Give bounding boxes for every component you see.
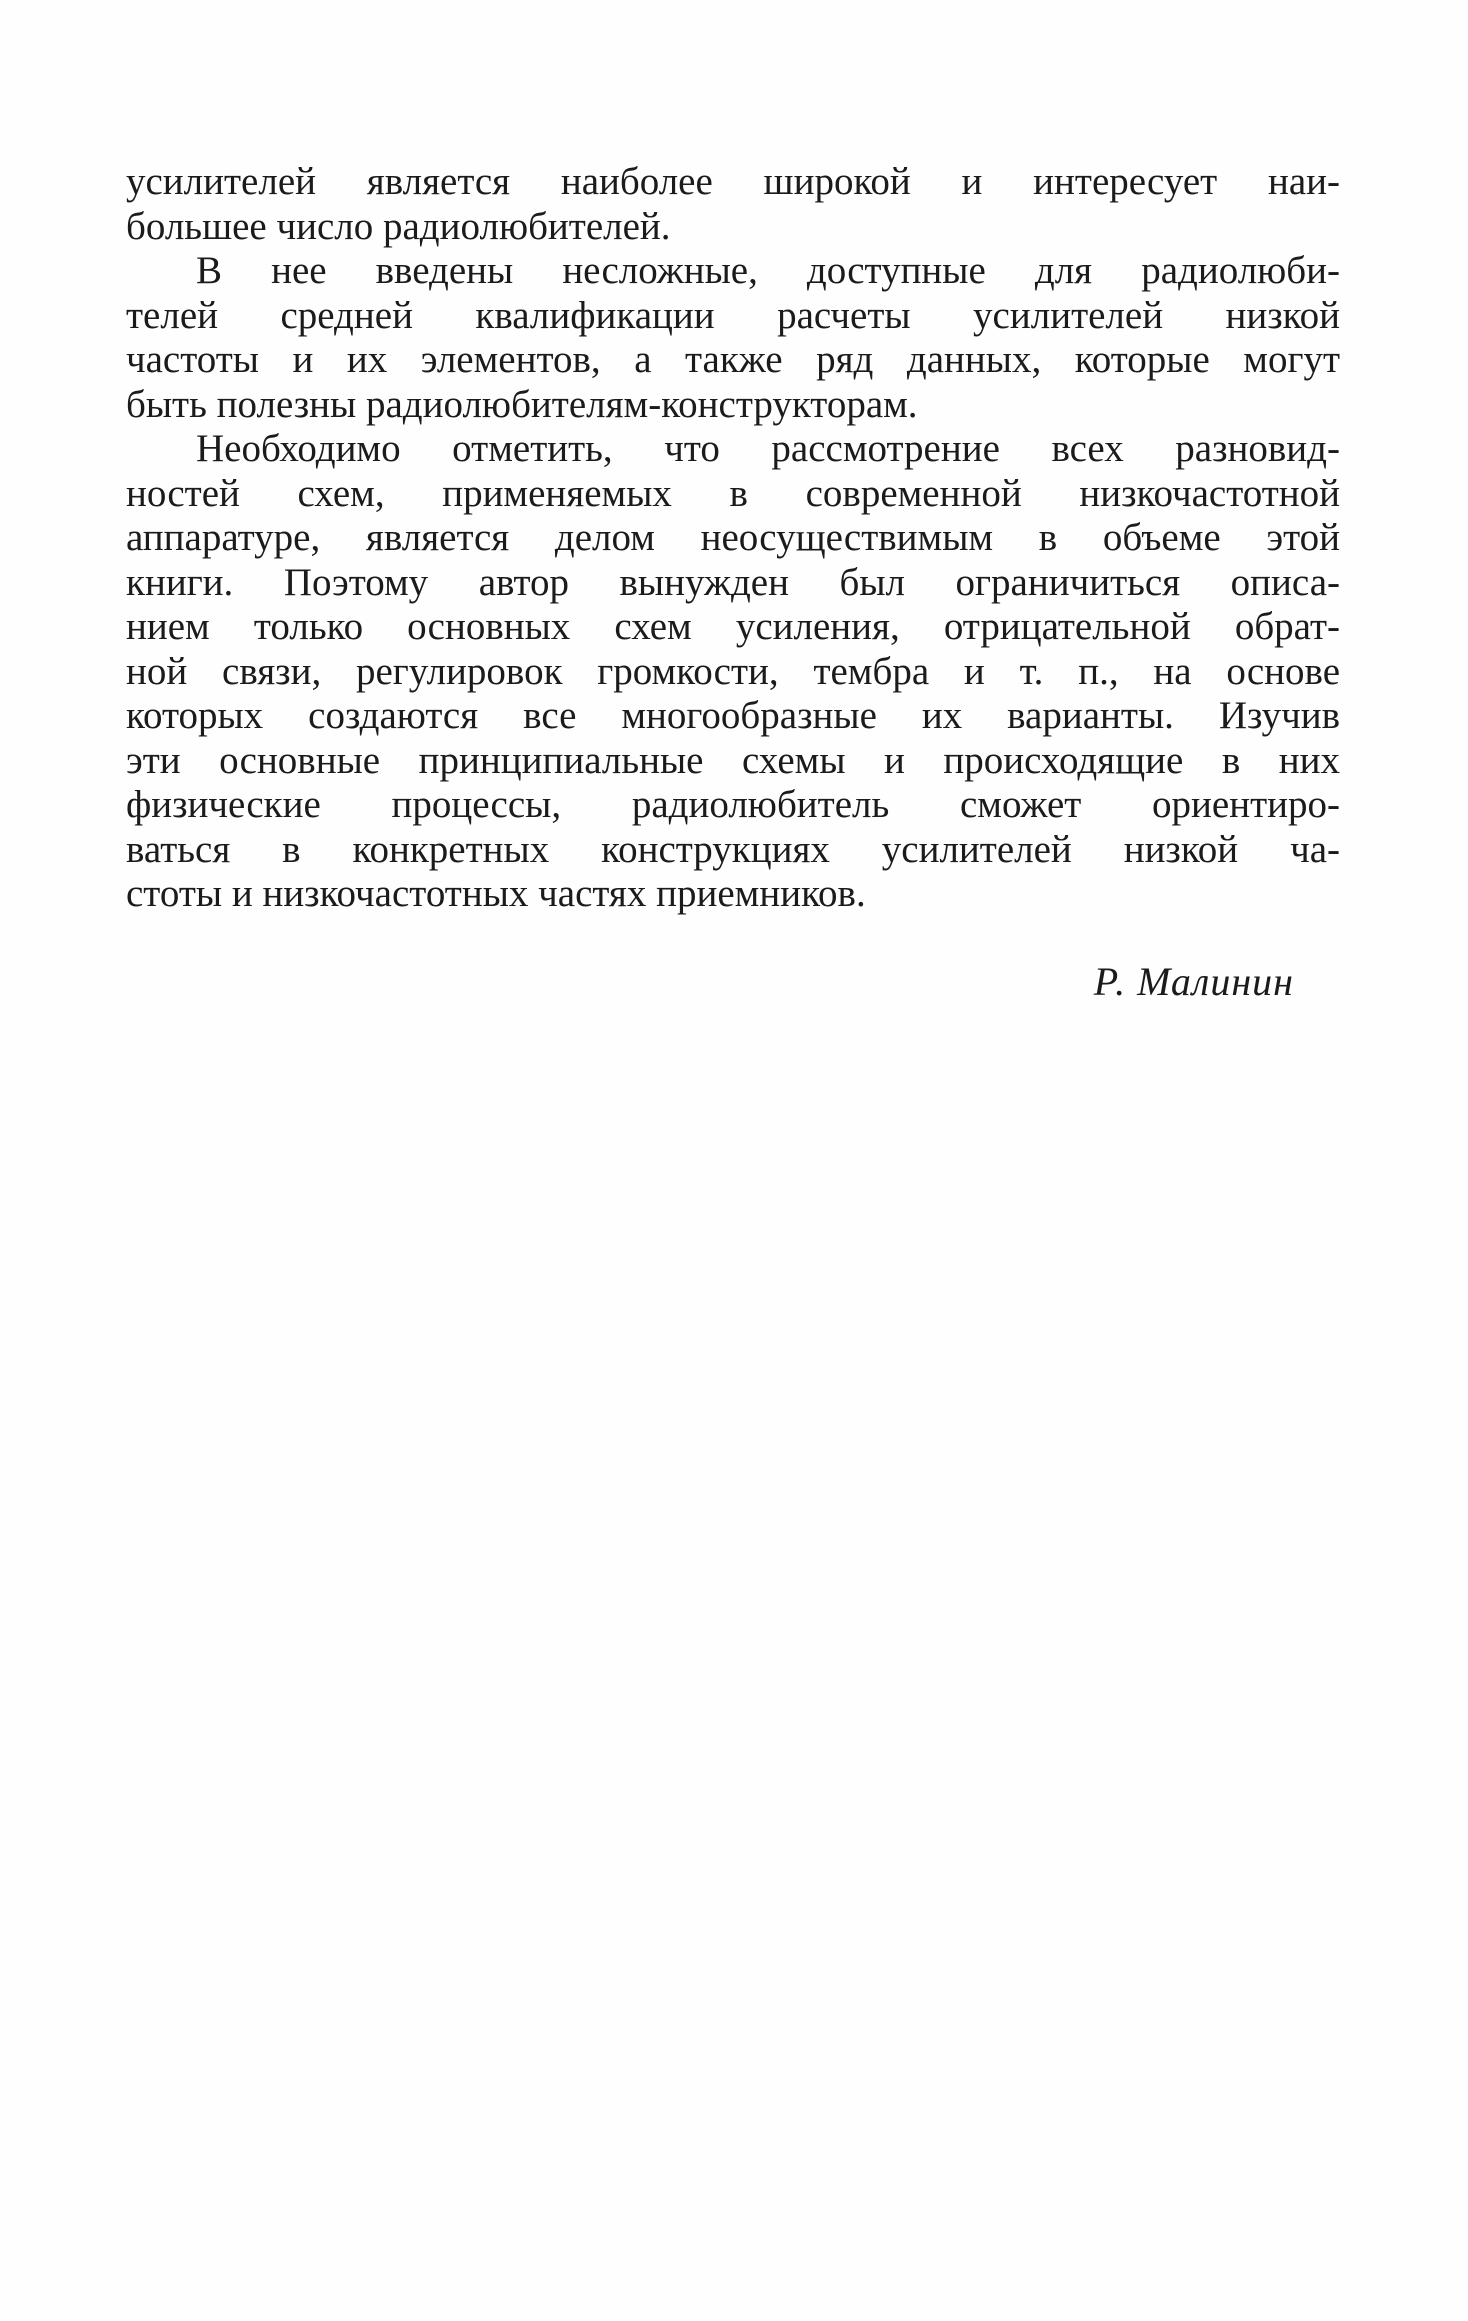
text-line: большее число радиолюбителей. [126, 204, 671, 248]
text-line: эти основные принципиальные схемы и происходящие в них [126, 738, 1340, 782]
author-signature: Р. Малинин [1093, 959, 1294, 1004]
text-line: усилителей является наиболее широкой и интересует наи- [126, 160, 1340, 203]
text-line: ваться в конкретных конструкциях усилителей низкой ча- [126, 827, 1340, 871]
text-line: В нее введены несложные, доступные для радиолюби- [196, 249, 1340, 292]
text-line: стоты и низкочастотных частях приемников. [126, 872, 866, 915]
paragraph-2 [126, 249, 1340, 427]
text-line: книги. Поэтому автор вынужден был ограничиться описа- [126, 560, 1340, 604]
text-line: нием только основных схем усиления, отрицательной обрат- [126, 605, 1340, 648]
text-line: физические процессы, радиолюбитель сможет ориентиро- [126, 783, 1340, 826]
text-line: телей средней квалификации расчеты усилителей низкой [126, 293, 1340, 337]
paragraph-3 [126, 427, 1340, 917]
text-line: которых создаются все многообразные их варианты. Изучив [126, 694, 1340, 737]
text-line: ной связи, регулировок громкости, тембра и т. п., на основе [126, 649, 1340, 693]
text-line: Необходимо отметить, что рассмотрение всех разновид- [196, 427, 1340, 470]
text-line: быть полезны радиолюбителям-конструкторам. [126, 382, 918, 426]
text-line: аппаратуре, является делом неосуществимым в объеме этой [126, 516, 1340, 559]
text-line: частоты и их элементов, а также ряд данных, которые могут [126, 338, 1340, 381]
body-text [126, 160, 1340, 917]
paragraph-1 [126, 160, 1340, 249]
text-line: ностей схем, применяемых в современной низкочастотной [126, 471, 1340, 515]
